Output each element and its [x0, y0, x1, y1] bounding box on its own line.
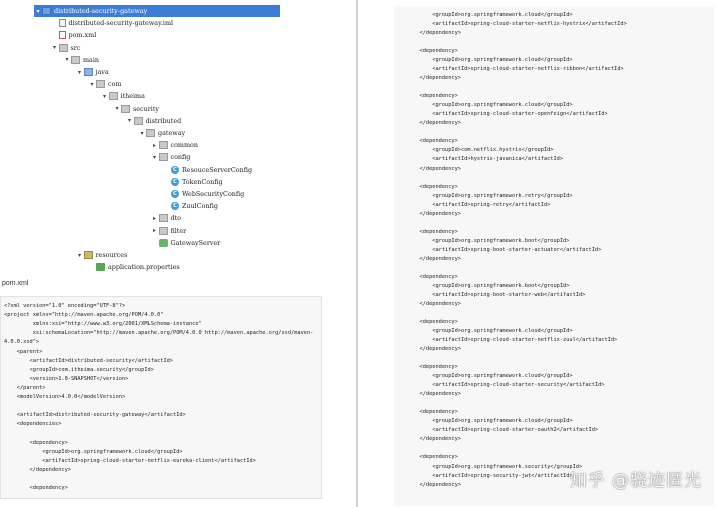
tree-item[interactable] [163, 164, 252, 176]
folder-icon [159, 214, 168, 222]
code-line: <groupId>org.springframework.cloud</groupId> [394, 12, 573, 18]
chevron-down-icon[interactable]: ▾ [52, 44, 56, 52]
tree-item-label: itheima [120, 92, 145, 101]
tree-item[interactable] [88, 261, 180, 273]
spring-boot-icon [159, 239, 168, 247]
tree-item[interactable] [151, 139, 199, 151]
module-folder-icon [42, 7, 51, 15]
code-line: <groupId>org.springframework.boot</groupId> [394, 282, 570, 289]
code-line: <project xmlns="http://maven.apache.org/POM/4.0.0" [4, 312, 164, 319]
code-line: <dependency> [394, 93, 458, 100]
code-line: <groupId>org.springframework.cloud</groupId> [394, 102, 573, 109]
code-line: <dependency> [394, 228, 458, 235]
code-line: <artifactId>spring-boot-starter-web</artifactId> [394, 291, 586, 298]
tree-item[interactable] [76, 66, 109, 78]
code-line: <dependency> [394, 409, 458, 416]
tree-item-label: distributed-security-gateway.iml [68, 19, 174, 28]
code-line: <dependency> [394, 319, 458, 326]
chevron-down-icon[interactable]: ▾ [90, 80, 94, 88]
code-line: <dependency> [4, 485, 68, 491]
chevron-right-icon[interactable]: ▸ [152, 227, 156, 235]
code-line: </dependency> [394, 436, 461, 443]
code-line: </dependency> [394, 30, 461, 37]
code-line: </dependency> [394, 481, 461, 488]
folder-icon [146, 129, 155, 137]
code-line: <artifactId>spring-cloud-starter-netflix-ribbon</artifactId> [394, 66, 624, 73]
chevron-down-icon[interactable]: ▾ [77, 251, 81, 259]
code-line: <artifactId>spring-cloud-starter-netflix-eureka-client</artifactId> [4, 457, 256, 464]
tree-item-label: dto [170, 214, 182, 223]
code-line: <groupId>com.itheima.security</groupId> [4, 366, 154, 373]
watermark: 知乎 @骁迹匿光 [569, 471, 702, 491]
folder-icon [134, 117, 143, 125]
code-line: <groupId>com.netflix.hystrix</groupId> [394, 147, 554, 154]
source-folder-icon [84, 68, 93, 76]
chevron-down-icon[interactable]: ▾ [65, 56, 69, 64]
tree-item-label: resources [95, 251, 128, 259]
code-line: xsi:schemaLocation="http://maven.apache.org/POM/4.0.0 http://maven.apache.org/xsd/maven- [4, 330, 314, 337]
code-line: </dependency> [394, 346, 461, 353]
code-line: <version>1.0-SNAPSHOT</version> [4, 375, 129, 382]
code-line: <?xml version="1.0" encoding="UTF-8"?> [4, 303, 126, 309]
code-line: </dependency> [394, 120, 461, 127]
code-line: <artifactId>spring-retry</artifactId> [394, 201, 551, 208]
chevron-right-icon[interactable]: ▸ [152, 141, 156, 149]
tree-item[interactable] [151, 237, 221, 249]
code-line: </dependency> [394, 210, 461, 217]
chevron-down-icon[interactable]: ▾ [36, 7, 40, 15]
code-line: <artifactId>spring-cloud-starter-netflix-hystrix</artifactId> [394, 21, 627, 28]
tree-item[interactable] [34, 5, 280, 17]
code-line: <artifactId>hystrix-javanica</artifactId> [394, 156, 564, 163]
class-icon: C [171, 202, 179, 210]
tree-item[interactable] [163, 200, 218, 212]
class-icon: C [171, 166, 179, 174]
code-line: <artifactId>spring-cloud-starter-netflix-zuul</artifactId> [394, 337, 618, 344]
chevron-down-icon[interactable]: ▾ [127, 117, 131, 125]
code-line: <groupId>org.springframework.cloud</groupId> [394, 328, 573, 335]
code-line: 4.0.0.xsd"> [4, 339, 40, 346]
code-line: <parent> [4, 348, 43, 355]
resources-folder-icon [84, 251, 93, 259]
left-document-page [0, 0, 356, 507]
tree-item[interactable] [126, 115, 182, 127]
code-line: <groupId>org.springframework.cloud</groupId> [4, 448, 183, 455]
code-line: <artifactId>spring-boot-starter-actuator</artifactId> [394, 246, 602, 253]
chevron-down-icon[interactable]: ▾ [77, 68, 81, 76]
maven-file-icon [59, 31, 66, 39]
folder-icon [159, 227, 168, 235]
tree-item-label: distributed [145, 116, 182, 125]
tree-item[interactable] [151, 151, 191, 163]
folder-icon [59, 44, 68, 52]
pom-heading: pom.xml [2, 280, 29, 287]
tree-item-label: filter [170, 226, 187, 235]
tree-item[interactable] [138, 127, 185, 139]
code-line: <dependencies> [4, 421, 62, 428]
code-line: <modelVersion>4.0.0</modelVersion> [4, 394, 126, 400]
tree-item-label: com [108, 80, 122, 89]
folder-icon [159, 141, 168, 149]
pom-code-block-left [0, 296, 322, 499]
code-line: <groupId>org.springframework.retry</groupId> [394, 192, 573, 199]
tree-item[interactable] [76, 249, 128, 261]
tree-item[interactable] [63, 54, 99, 66]
code-line: <dependency> [394, 364, 458, 371]
tree-item-label: pom.xml [68, 31, 97, 40]
pom-code-block-right [394, 6, 714, 506]
tree-item-label: src [70, 43, 81, 52]
tree-item[interactable] [151, 212, 182, 224]
code-line: <artifactId>spring-security-jwt</artifactId> [394, 472, 573, 479]
tree-item[interactable] [51, 29, 97, 41]
folder-icon [121, 105, 130, 113]
folder-icon [159, 153, 168, 161]
chevron-right-icon[interactable]: ▸ [152, 214, 156, 222]
tree-item-label: config [170, 153, 191, 162]
tree-item-label: distributed-security-gateway [54, 7, 148, 15]
code-line: <artifactId>distributed-security</artifactId> [4, 357, 174, 364]
tree-item-label: ResouceServerConfig [182, 165, 253, 174]
tree-item[interactable] [51, 42, 81, 54]
right-document-page [358, 0, 720, 507]
code-line: xmlns:xsi="http://www.w3.org/2001/XMLSchema-instance" [4, 321, 202, 328]
code-line: <artifactId>spring-cloud-starter-security</artifactId> [394, 382, 605, 389]
code-line: </dependency> [394, 255, 461, 262]
tree-item[interactable] [51, 17, 174, 29]
folder-icon [109, 92, 118, 100]
chevron-down-icon[interactable]: ▾ [115, 105, 119, 113]
code-line: <groupId>org.springframework.cloud</groupId> [394, 57, 573, 64]
tree-item[interactable] [101, 90, 145, 102]
code-line: </dependency> [394, 300, 461, 307]
code-line: <groupId>org.springframework.boot</groupId> [394, 237, 570, 244]
code-line: <artifactId>spring-cloud-starter-openfeign</artifactId> [394, 111, 608, 118]
folder-icon [96, 80, 105, 88]
tree-item-label: ZuulConfig [182, 202, 218, 211]
code-line: <dependency> [394, 454, 458, 461]
tree-item[interactable] [113, 103, 159, 115]
chevron-down-icon[interactable]: ▾ [152, 153, 156, 161]
code-line: <groupId>org.springframework.cloud</groupId> [394, 373, 573, 380]
code-line: <dependency> [394, 48, 458, 55]
tree-item-label: security [133, 104, 160, 113]
tree-item[interactable] [88, 78, 122, 90]
chevron-down-icon[interactable]: ▾ [102, 92, 106, 100]
tree-item-label: GatewayServer [170, 238, 221, 247]
code-line: <artifactId>spring-cloud-starter-oauth2</artifactId> [394, 427, 599, 434]
code-line: <groupId>org.springframework.security</groupId> [394, 463, 583, 470]
code-line: <dependency> [394, 138, 458, 145]
class-icon: C [171, 190, 179, 198]
tree-item-label: TokenConfig [182, 177, 223, 186]
code-line: </dependency> [394, 391, 461, 398]
code-line: <dependency> [4, 439, 68, 446]
code-line: </dependency> [4, 466, 71, 473]
code-line: <artifactId>distributed-security-gateway</artifactId> [4, 412, 186, 419]
tree-item-label: common [170, 141, 199, 150]
properties-icon [96, 263, 105, 271]
code-line: </dependency> [394, 75, 461, 82]
project-tree [0, 0, 290, 278]
code-line: <dependency> [394, 183, 458, 190]
file-icon [59, 19, 66, 27]
tree-item[interactable] [163, 176, 223, 188]
code-line: </parent> [4, 384, 46, 391]
tree-item-label: WebSecurityConfig [182, 190, 245, 198]
code-line: <dependency> [394, 273, 458, 280]
folder-icon [71, 56, 80, 64]
tree-item-label: gateway [158, 129, 186, 137]
tree-item[interactable] [163, 188, 244, 200]
tree-item-label: application.properties [108, 263, 180, 272]
code-line: </dependency> [394, 165, 461, 172]
tree-item-label: main [83, 55, 100, 64]
tree-item[interactable] [151, 225, 187, 237]
class-icon: C [171, 178, 179, 186]
chevron-down-icon[interactable]: ▾ [140, 129, 144, 137]
code-line: <groupId>org.springframework.cloud</groupId> [394, 418, 573, 425]
tree-item-label: java [95, 68, 109, 76]
